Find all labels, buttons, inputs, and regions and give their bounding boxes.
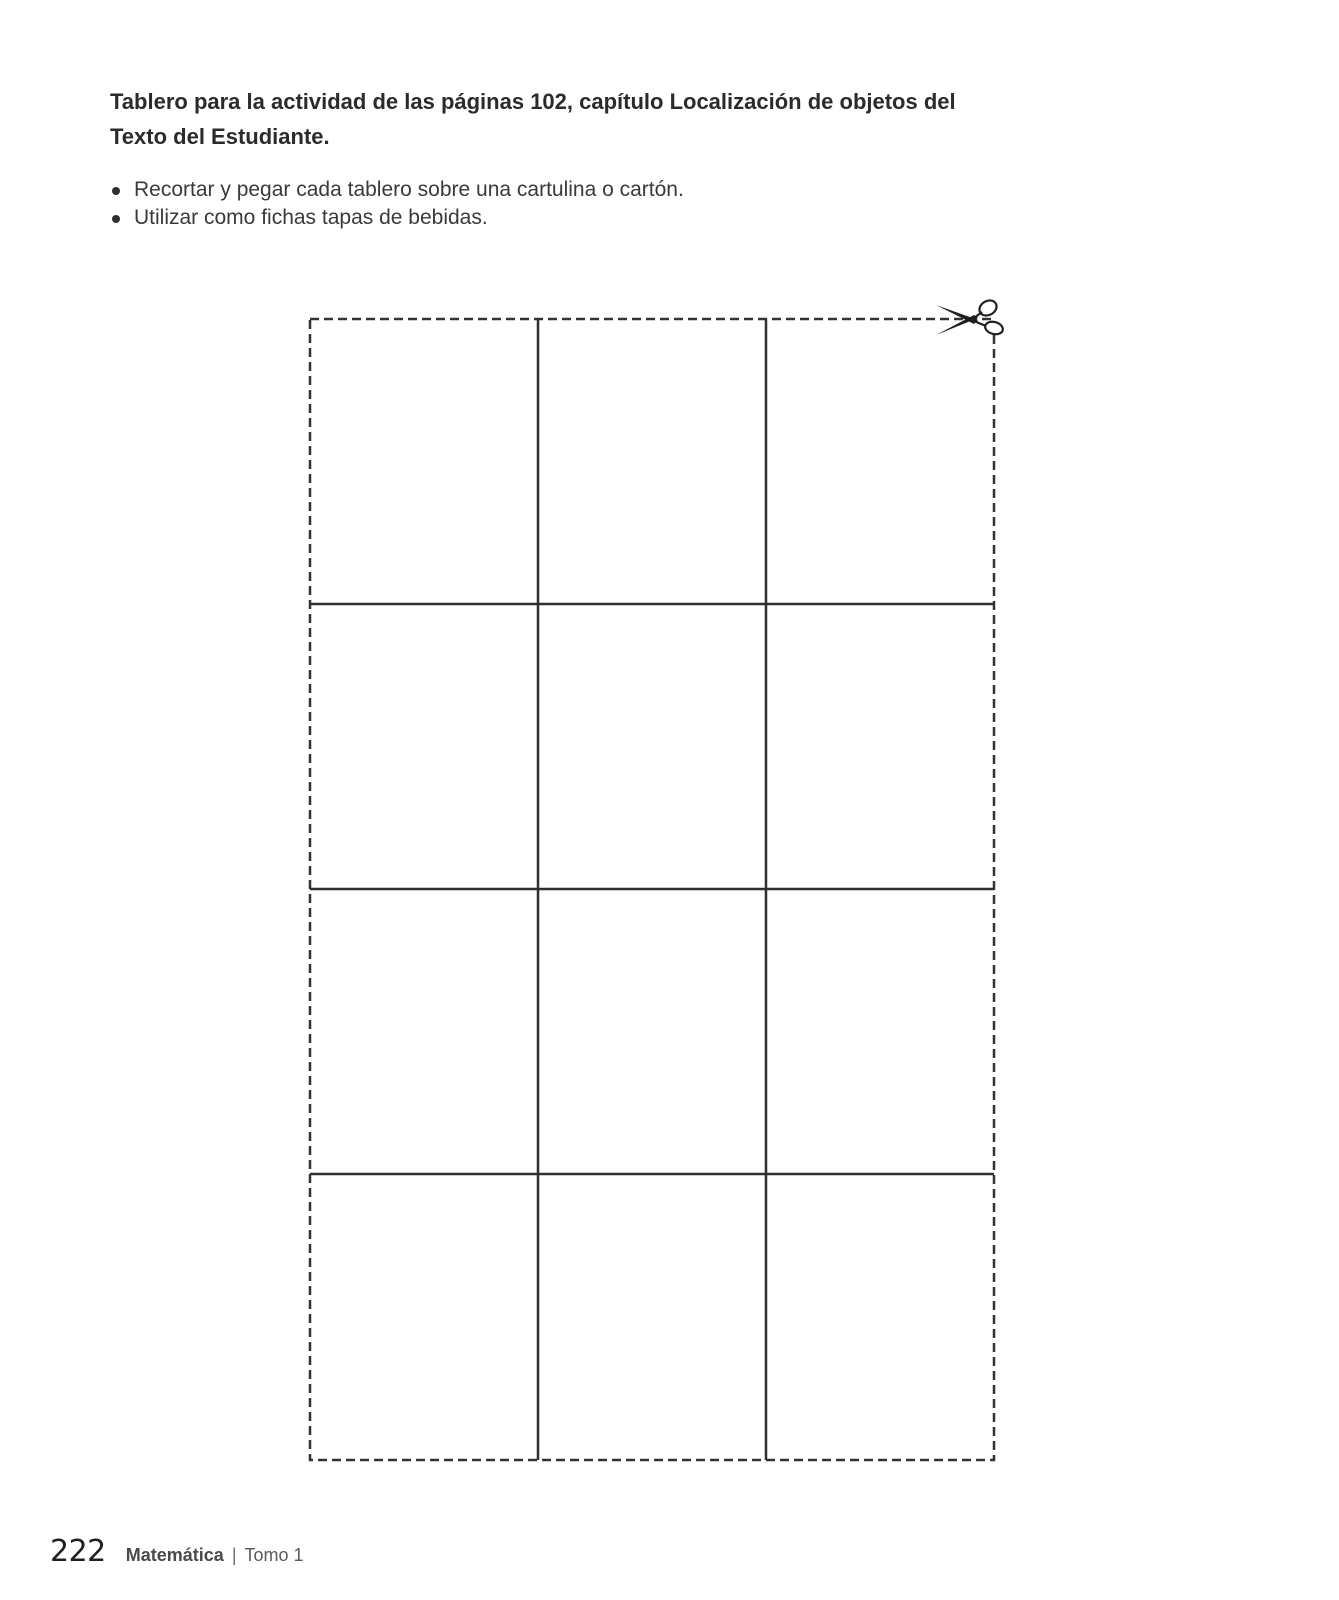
page-number: 222 [50,1534,106,1569]
board-grid [300,295,1040,1515]
book-title: Matemática [125,1545,224,1565]
page-heading: Tablero para la actividad de las páginas 102, capítulo Localización de objetos del Texto del Estudiante. [110,89,956,149]
footer-separator: | [231,1545,237,1565]
instruction-item-cut: Recortar y pegar cada tablero sobre una cartulina o cartón. [110,176,684,204]
volume-label: Tomo 1 [244,1545,304,1565]
instruction-item-tokens: Utilizar como fichas tapas de bebidas. [110,204,684,232]
game-board [300,295,1040,1515]
scissors-icon [936,297,1004,336]
instruction-list [110,176,684,232]
page-footer [50,1534,304,1574]
